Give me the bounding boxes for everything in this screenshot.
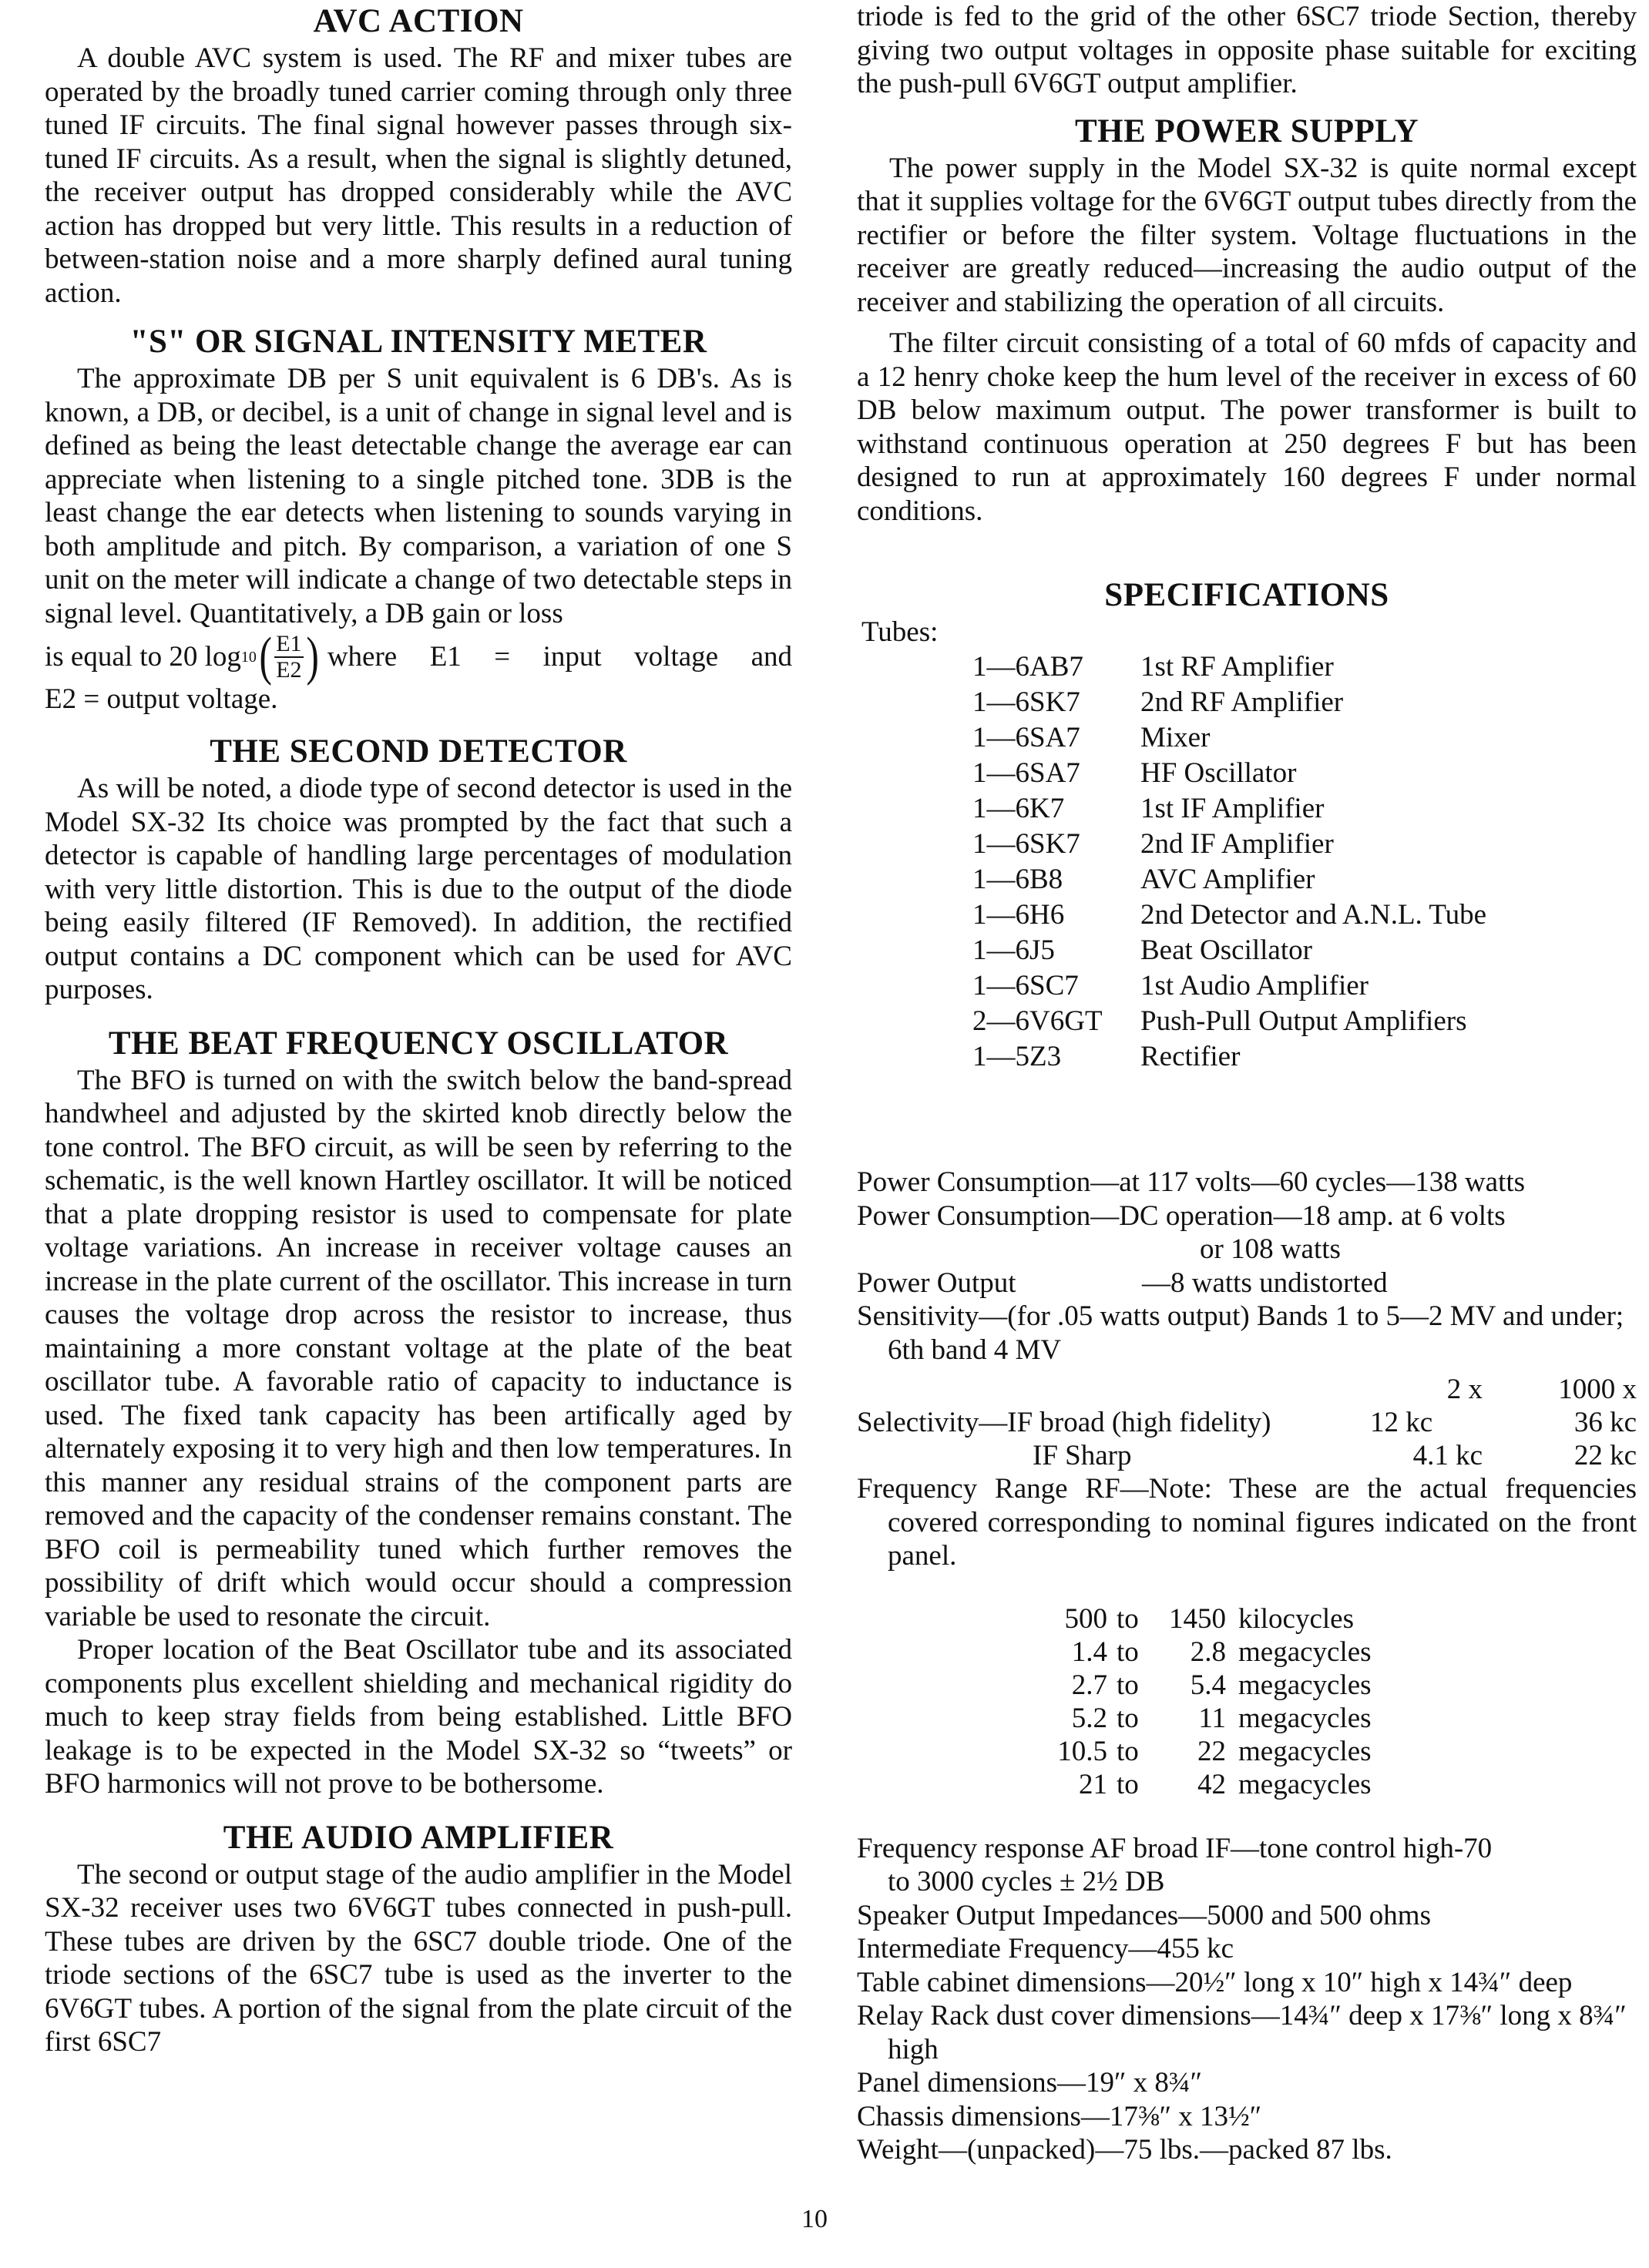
section-avc-action	[45, 2, 792, 310]
range-unit: megacycles	[1238, 1768, 1372, 1800]
formula-tail: E2 = output voltage.	[45, 683, 278, 715]
tube-function: 2nd Detector and A.N.L. Tube	[1140, 899, 1487, 931]
tubes-label: Tubes:	[861, 616, 939, 648]
frequency-range-row	[1038, 1702, 1372, 1735]
range-from: 1.4	[1071, 1636, 1107, 1668]
tube-type: 1—6SA7	[972, 757, 1080, 789]
section-power-supply	[857, 112, 1637, 528]
section-s-meter	[45, 322, 792, 715]
frequency-range-row	[1038, 1768, 1372, 1801]
heading-specifications: SPECIFICATIONS	[1104, 577, 1389, 613]
log-base: 10	[240, 649, 257, 666]
tube-row	[972, 720, 1486, 756]
spec-sensitivity: Sensitivity—(for .05 watts output) Bands 1 to 5—2 MV and under; 6th band 4 MV	[857, 1300, 1624, 1366]
selectivity-col-1000x: 1000 x	[1558, 1374, 1637, 1405]
paragraph-s-meter: The approximate DB per S unit equivalent is 6 DB's. As is known, a DB, or decibel, is a unit of change in signal level and is defined as being the least detectable change the average ear can appreciate when listening to a single pitched tone. 3DB is the least change the ear detects when listening to sounds varying in both amplitude and pitch. By comparison, a variation of one S unit on the meter will indicate a change of two detectable steps in signal level. Quantitatively, a DB gain or loss	[45, 363, 792, 629]
formula-suffix: where E1 = input voltage and	[327, 641, 792, 673]
range-from: 500	[1064, 1602, 1107, 1635]
tube-function: 2nd IF Amplifier	[1140, 828, 1334, 860]
heading-second-detector: THE SECOND DETECTOR	[210, 733, 627, 770]
frequency-ranges-table	[1038, 1602, 1372, 1801]
section-audio-amplifier	[45, 1818, 792, 2059]
range-to: 11	[1198, 1702, 1226, 1734]
range-from: 5.2	[1071, 1702, 1107, 1734]
selectivity-1000x-value: 22 kc	[1573, 1440, 1637, 1471]
db-formula	[240, 627, 321, 686]
paragraph-power-supply-1: The power supply in the Model SX-32 is quite normal except that it supplies voltage for the 6V6GT output tubes directly from the rectifier or before the filter system. Voltage fluctuations in the receiver are greatly reduced—increasing the audio output of the receiver and stabilizing the operation of all circuits.	[857, 152, 1637, 318]
db-formula-line	[45, 627, 792, 686]
selectivity-col-2x: 2 x	[1446, 1374, 1483, 1405]
spec-weight: Weight—(unpacked)—75 lbs.—packed 87 lbs.	[857, 2134, 1392, 2166]
spec-speaker-impedance: Speaker Output Impedances—5000 and 500 ohms	[857, 1899, 1431, 1931]
tube-row	[972, 968, 1486, 1004]
heading-audio-amplifier: THE AUDIO AMPLIFIER	[223, 1819, 614, 1856]
spec-intermediate-frequency: Intermediate Frequency—455 kc	[857, 1933, 1234, 1964]
spec-panel: Panel dimensions—19″ x 8¾″	[857, 2067, 1203, 2099]
tube-row	[972, 897, 1486, 933]
tube-function: Beat Oscillator	[1140, 934, 1312, 966]
selectivity-row-name: IF Sharp	[1033, 1440, 1132, 1471]
left-column	[45, 0, 792, 2059]
tube-type: 1—5Z3	[972, 1041, 1062, 1072]
selectivity-header-row	[857, 1373, 1637, 1406]
range-to-word: to	[1117, 1602, 1139, 1635]
tube-row	[972, 649, 1486, 685]
tube-row	[972, 862, 1486, 897]
tube-row	[972, 827, 1486, 862]
tube-type: 1—6J5	[972, 934, 1055, 966]
range-unit: megacycles	[1238, 1702, 1372, 1734]
tube-type: 1—6K7	[972, 793, 1065, 824]
selectivity-row	[857, 1406, 1637, 1439]
selectivity-2x-value: 12 kc	[1370, 1407, 1433, 1438]
selectivity-row	[857, 1439, 1637, 1472]
spec-power-dc: Power Consumption—DC operation—18 amp. at 6 volts	[857, 1199, 1506, 1232]
power-output-label: Power Output	[857, 1267, 1016, 1299]
heading-power-supply: THE POWER SUPPLY	[1074, 112, 1419, 149]
frequency-range-row	[1038, 1669, 1372, 1702]
range-to-word: to	[1117, 1702, 1139, 1734]
heading-bfo: THE BEAT FREQUENCY OSCILLATOR	[108, 1025, 729, 1062]
range-unit: kilocycles	[1238, 1602, 1355, 1635]
tube-type: 1—6SA7	[972, 722, 1080, 753]
range-to-word: to	[1117, 1768, 1139, 1800]
tube-function: 2nd RF Amplifier	[1140, 686, 1344, 718]
heading-s-meter: "S" OR SIGNAL INTENSITY METER	[129, 324, 707, 360]
tube-row	[972, 685, 1486, 720]
tube-function: 1st IF Amplifier	[1140, 793, 1325, 824]
tube-type: 1—6SK7	[972, 686, 1080, 718]
frequency-range-row	[1038, 1636, 1372, 1669]
range-to-word: to	[1117, 1636, 1139, 1668]
power-output-value: —8 watts undistorted	[1142, 1267, 1388, 1299]
range-unit: megacycles	[1238, 1735, 1372, 1767]
fraction-denominator: E2	[276, 657, 302, 683]
tube-function: Mixer	[1140, 722, 1211, 753]
tube-type: 1—6AB7	[972, 651, 1083, 683]
tube-type: 2—6V6GT	[972, 1005, 1103, 1037]
spec-power-output	[857, 1267, 1637, 1300]
paragraph-power-supply-2: The filter circuit consisting of a total of 60 mfds of capacity and a 12 henry choke keep the hum level of the receiver in excess of 60 DB below maximum output. The power transformer is built to withstand continuous operation at 250 degrees F but has been designed to run at approximately 160 degrees F under normal conditions.	[857, 327, 1637, 527]
tubes-table	[972, 649, 1486, 1075]
paragraph-second-detector: As will be noted, a diode type of second detector is used in the Model SX-32 Its choice was prompted by the fact that such a detector is capable of handling large percentages of modulation with very little distortion. This is due to the output of the diode being easily filtered (IF Removed). In addition, the rectified output contains a DC component which can be used for AVC purposes.	[45, 773, 792, 1005]
spec-chassis: Chassis dimensions—17⅜″ x 13½″	[857, 2100, 1262, 2132]
tube-function: 1st Audio Amplifier	[1140, 970, 1369, 1001]
tube-function: AVC Amplifier	[1140, 864, 1315, 895]
paragraph-bfo-1: The BFO is turned on with the switch below the band-spread handwheel and adjusted by the skirted knob directly below the tone control. The BFO circuit, as will be seen by referring to the schematic, is the well known Hartley oscillator. It will be noticed that a plate dropping resistor is used to compensate for plate voltage variations. An increase in receiver voltage causes an increase in the plate current of the oscillator. This increase in turn causes the voltage drop across the resistor to increase, thus maintaining a more constant voltage at the plate of the beat oscillator tube. A favorable ratio of capacity to inductance is used. The fixed tank capacity has been artifically aged by alternately exposing it to very high and then low temperatures. In this manner any residual strains of the component parts are removed and the capacity of the condenser remains constant. The BFO coil is permeability tuned which further removes the possibility of drift which would occur should a compression variable be used to resonate the circuit.	[45, 1064, 792, 1632]
range-to: 42	[1197, 1768, 1226, 1800]
section-second-detector	[45, 732, 792, 1007]
tube-row	[972, 1039, 1486, 1075]
tube-type: 1—6SK7	[972, 828, 1080, 860]
tube-function: HF Oscillator	[1140, 757, 1297, 789]
spec-frequency-response: Frequency response AF broad IF—tone control high-70 to 3000 cycles ± 2½ DB	[857, 1832, 1493, 1897]
range-from: 21	[1079, 1768, 1107, 1800]
tube-function: Rectifier	[1140, 1041, 1241, 1072]
selectivity-row-name: Selectivity—IF broad (high fidelity)	[857, 1407, 1271, 1438]
range-from: 2.7	[1071, 1669, 1107, 1701]
range-to: 2.8	[1190, 1636, 1226, 1668]
formula-prefix: is equal to 20 log	[45, 641, 241, 673]
selectivity-2x-value: 4.1 kc	[1412, 1440, 1483, 1471]
paragraph-audio-amplifier-continued: triode is fed to the grid of the other 6SC7 triode Section, thereby giving two output voltages in opposite phase suitable for exciting the push-pull 6V6GT output amplifier.	[857, 1, 1637, 99]
tube-row	[972, 1004, 1486, 1039]
tube-type: 1—6B8	[972, 864, 1063, 895]
section-specifications	[857, 575, 1637, 2167]
paragraph-audio-amplifier: The second or output stage of the audio amplifier in the Model SX-32 receiver uses two 6V6GT tubes connected in push-pull. These tubes are driven by the 6SC7 double triode. One of the triode sections of the 6SC7 tube is used as the inverter to the 6V6GT tubes. A portion of the signal from the plate circuit of the first 6SC7	[45, 1858, 792, 2058]
selectivity-1000x-value: 36 kc	[1573, 1407, 1637, 1438]
spec-frequency-range-note: Frequency Range RF—Note: These are the actual frequencies covered corresponding to nominal figures indicated on the front panel.	[857, 1473, 1637, 1572]
fraction-numerator: E1	[276, 631, 302, 656]
tube-type: 1—6SC7	[972, 970, 1079, 1001]
tube-function: 1st RF Amplifier	[1140, 651, 1334, 683]
tube-row	[972, 933, 1486, 968]
paren-close: )	[306, 627, 319, 686]
section-bfo	[45, 1024, 792, 1801]
range-to-word: to	[1117, 1669, 1139, 1701]
tube-row	[972, 791, 1486, 827]
paren-open: (	[259, 627, 272, 686]
tube-row	[972, 756, 1486, 791]
frequency-range-row	[1038, 1735, 1372, 1768]
spec-power-ac: Power Consumption—at 117 volts—60 cycles—138 watts	[857, 1166, 1526, 1198]
right-column	[857, 0, 1637, 2167]
tube-type: 1—6H6	[972, 899, 1065, 931]
paragraph-avc-action: A double AVC system is used. The RF and mixer tubes are operated by the broadly tuned carrier coming through only three tuned IF circuits. The final signal however passes through six-tuned IF circuits. As a result, when the signal is slightly detuned, the receiver output has dropped considerably while the AVC action has dropped but very little. This results in a reduction of between-station noise and a more sharply defined aural tuning action.	[45, 42, 792, 309]
range-unit: megacycles	[1238, 1669, 1372, 1701]
range-to: 1450	[1169, 1602, 1226, 1635]
spec-power-dc-watts: or 108 watts	[1200, 1233, 1341, 1265]
range-unit: megacycles	[1238, 1636, 1372, 1668]
selectivity-table	[857, 1373, 1637, 1472]
range-to: 22	[1197, 1735, 1226, 1767]
tube-function: Push-Pull Output Amplifiers	[1140, 1005, 1467, 1037]
range-to-word: to	[1117, 1735, 1139, 1767]
page-number: 10	[801, 2205, 828, 2233]
paragraph-bfo-2: Proper location of the Beat Oscillator tube and its associated components plus excellent shielding and mechanical rigidity do much to keep stray fields from being established. Little BFO leakage is to be expected in the Model SX-32 so “tweets” or BFO harmonics will not prove to be bothersome.	[45, 1634, 792, 1800]
heading-avc-action: AVC ACTION	[313, 3, 524, 39]
fraction	[274, 632, 303, 683]
spec-table-cabinet: Table cabinet dimensions—20½″ long x 10″ high x 14¾″ deep	[857, 1966, 1573, 1998]
frequency-range-row	[1038, 1602, 1372, 1636]
range-from: 10.5	[1057, 1735, 1107, 1767]
range-to: 5.4	[1190, 1669, 1226, 1701]
spec-relay-rack: Relay Rack dust cover dimensions—14¾″ deep x 17⅜″ long x 8¾″ high	[857, 2000, 1627, 2065]
